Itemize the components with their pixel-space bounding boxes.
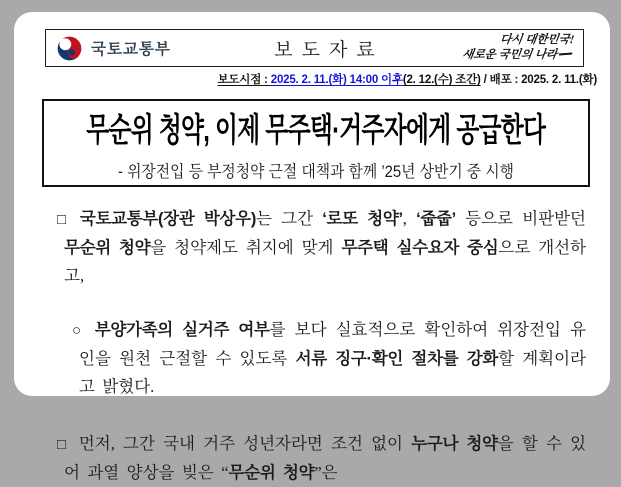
text-segment: 먼저, 그간 국내 거주 성년자라면 조건 없이 [78, 434, 412, 453]
text-segment: 을 할 수 있어 과열 양상을 빚은 “ [64, 434, 587, 482]
paragraph-bullet: ○ [72, 323, 83, 339]
text-segment: (2. 12.(수) 조간) [402, 74, 481, 86]
text-segment: 국토교통부(장관 박상우) [79, 210, 257, 228]
text-segment: ‘로또 청약’ [322, 210, 403, 228]
headline-title: 무순위 청약, 이제 무주택·거주자에게 공급한다 [86, 111, 546, 148]
text-segment: 으로 개선하고, [64, 238, 587, 285]
paragraph [57, 205, 586, 290]
text-segment: 무주택 실수요자 중심 [341, 239, 499, 257]
text-segment: ‘줍줍’ [416, 210, 456, 228]
ministry-name: 국토교통부 [91, 41, 171, 58]
slogan-line-1: 다시 대한민국! [499, 34, 575, 47]
text-segment: 무순위 청약 [64, 239, 151, 257]
paragraph-bullet: □ [57, 437, 67, 453]
text-segment: 를 보다 실효적으로 확인하여 위장전입 유인을 원천 근절할 수 있도록 [79, 320, 587, 368]
release-info-line [217, 71, 597, 87]
text-segment: 서류 징구·확인 절차를 강화 [295, 350, 499, 368]
paragraph [72, 316, 586, 401]
text-segment: 부양가족의 실거주 여부 [94, 321, 270, 339]
text-segment: 누구나 청약 [411, 435, 498, 453]
molit-logo-icon [56, 35, 83, 62]
text-segment: 2025. 2. 11.(화) 14:00 이후 [270, 74, 403, 86]
headline-subtitle: - 위장전입 등 부정청약 근절 대책과 함께 ’25년 상반기 중 시행 [118, 163, 514, 181]
body-paragraphs [57, 205, 586, 487]
document-card [14, 12, 610, 482]
text-segment: , [402, 209, 417, 228]
header-box [45, 29, 584, 67]
text-segment: 등으로 비판받던 [455, 209, 586, 228]
paragraph-bullet: □ [57, 212, 68, 228]
paragraph [57, 430, 586, 487]
slogan-line-2: 새로운 국민의 나라 [461, 48, 573, 63]
text-segment: 는 그간 [256, 209, 323, 228]
text-segment: 할 계획이라고 밝혔다. [79, 349, 586, 396]
text-segment: ”은 [314, 463, 338, 482]
text-segment: 보도시점 : [217, 74, 271, 86]
ministry-logo-wrap [56, 35, 206, 62]
headline-box [42, 99, 590, 187]
text-segment: 무순위 청약 [228, 464, 315, 482]
text-segment: / 배포 : 2025. 2. 11.(화) [480, 74, 597, 86]
government-slogan [441, 33, 575, 63]
text-segment: 을 청약제도 취지에 맞게 [150, 238, 342, 257]
doc-type-title: 보도자료 [274, 39, 384, 61]
